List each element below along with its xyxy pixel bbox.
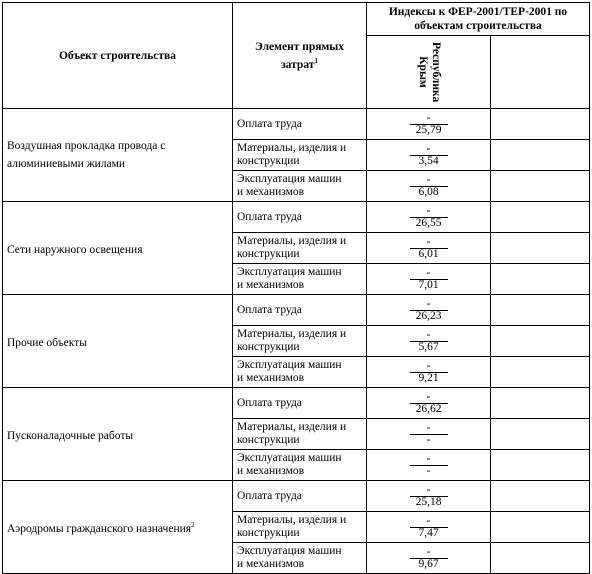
index-value-bottom: 7,47 bbox=[418, 526, 439, 539]
index-value-top: - bbox=[410, 516, 448, 528]
index-value-bottom: 25,79 bbox=[415, 123, 442, 136]
empty-cell bbox=[491, 202, 590, 233]
cost-element-cell bbox=[233, 388, 367, 419]
index-value-top: - bbox=[410, 392, 448, 404]
cost-element-cell bbox=[233, 357, 367, 388]
object-name-cell bbox=[3, 388, 233, 481]
object-name: Прочие объекты bbox=[7, 336, 87, 349]
index-value bbox=[410, 268, 448, 291]
object-name-cell bbox=[3, 295, 233, 388]
index-value-cell bbox=[367, 450, 491, 481]
index-value-cell bbox=[367, 481, 491, 512]
object-name-cell bbox=[3, 109, 233, 202]
header-empty-cell bbox=[491, 36, 590, 109]
empty-cell bbox=[491, 326, 590, 357]
cost-element-cell bbox=[233, 326, 367, 357]
index-value-bottom: - bbox=[426, 464, 431, 477]
index-value-bottom: 5,67 bbox=[418, 340, 439, 353]
index-value bbox=[410, 330, 448, 353]
table-row bbox=[3, 202, 590, 233]
cost-element-cell bbox=[233, 512, 367, 543]
table-row bbox=[3, 388, 590, 419]
index-value bbox=[410, 516, 448, 539]
cost-element-cell bbox=[233, 481, 367, 512]
index-value bbox=[410, 485, 448, 508]
index-value-top: - bbox=[410, 423, 448, 435]
table-row bbox=[3, 109, 590, 140]
index-value-top: - bbox=[410, 485, 448, 497]
cost-element-cell bbox=[233, 295, 367, 326]
cost-element-cell bbox=[233, 543, 367, 574]
index-value-cell bbox=[367, 512, 491, 543]
cost-element: Материалы, изделия и конструкции bbox=[237, 142, 347, 167]
object-footnote: 2 bbox=[191, 521, 195, 530]
index-value-bottom: 6,01 bbox=[418, 247, 439, 260]
index-value bbox=[410, 113, 448, 136]
index-value-cell bbox=[367, 388, 491, 419]
index-value-cell bbox=[367, 109, 491, 140]
empty-cell bbox=[491, 419, 590, 450]
empty-cell bbox=[491, 140, 590, 171]
empty-cell bbox=[491, 233, 590, 264]
cost-element-cell bbox=[233, 450, 367, 481]
empty-cell bbox=[491, 357, 590, 388]
header-element-label: Элемент прямых затрат$^1$ bbox=[254, 40, 345, 71]
index-value bbox=[410, 144, 448, 167]
index-value bbox=[410, 361, 448, 384]
object-name: Пусконаладочные работы bbox=[7, 429, 134, 442]
index-value bbox=[410, 547, 448, 570]
index-value-cell bbox=[367, 171, 491, 202]
index-value-top: - bbox=[410, 268, 448, 280]
empty-cell bbox=[491, 295, 590, 326]
index-value bbox=[410, 175, 448, 198]
empty-cell bbox=[491, 171, 590, 202]
index-value-bottom: 26,55 bbox=[415, 216, 442, 229]
index-value-top: - bbox=[410, 454, 448, 466]
index-value-top: - bbox=[410, 299, 448, 311]
cost-element: Материалы, изделия и конструкции bbox=[237, 235, 347, 260]
index-value-cell bbox=[367, 202, 491, 233]
cost-element: Эксплуатация машин и механизмов bbox=[237, 266, 342, 291]
empty-cell bbox=[491, 512, 590, 543]
index-table bbox=[2, 2, 590, 574]
cost-element-cell bbox=[233, 140, 367, 171]
object-name: Аэродромы гражданского назначения bbox=[7, 522, 192, 535]
index-value-cell bbox=[367, 140, 491, 171]
index-value-top: - bbox=[410, 237, 448, 249]
empty-cell bbox=[491, 109, 590, 140]
index-value-cell bbox=[367, 295, 491, 326]
cost-element-cell bbox=[233, 233, 367, 264]
cost-element: Материалы, изделия и конструкции bbox=[237, 421, 347, 446]
index-value-cell bbox=[367, 326, 491, 357]
empty-cell bbox=[491, 543, 590, 574]
cost-element: Оплата труда bbox=[237, 396, 302, 409]
empty-cell bbox=[491, 264, 590, 295]
index-value-bottom: 26,62 bbox=[415, 402, 442, 415]
index-value-bottom: 9,67 bbox=[418, 557, 439, 570]
index-value-cell bbox=[367, 264, 491, 295]
index-value-top: - bbox=[410, 113, 448, 125]
index-value-cell bbox=[367, 543, 491, 574]
cost-element: Оплата труда bbox=[237, 489, 302, 502]
header-element bbox=[233, 3, 367, 109]
object-name-cell bbox=[3, 481, 233, 574]
index-value-cell bbox=[367, 357, 491, 388]
cost-element: Материалы, изделия и конструкции bbox=[237, 514, 347, 539]
index-value bbox=[410, 454, 448, 477]
cost-element-cell bbox=[233, 109, 367, 140]
index-value-top: - bbox=[410, 547, 448, 559]
index-value-top: - bbox=[410, 175, 448, 187]
index-value-bottom: - bbox=[426, 433, 431, 446]
header-region bbox=[367, 36, 491, 109]
header-element-footnote: 1 bbox=[314, 56, 318, 65]
cost-element: Оплата труда bbox=[237, 117, 302, 130]
cost-element: Материалы, изделия и конструкции bbox=[237, 328, 347, 353]
header-index-label: Индексы к ФЕР-2001/ТЕР-2001 по объектам строительства bbox=[388, 6, 568, 32]
cost-element: Эксплуатация машин и механизмов bbox=[237, 359, 342, 384]
cost-element-cell bbox=[233, 264, 367, 295]
cost-element: Оплата труда bbox=[237, 210, 302, 223]
index-value-top: - bbox=[410, 361, 448, 373]
table-row bbox=[3, 481, 590, 512]
index-value-bottom: 26,23 bbox=[415, 309, 442, 322]
header-region-label: Республика Крым bbox=[416, 42, 442, 103]
cost-element-cell bbox=[233, 202, 367, 233]
empty-cell bbox=[491, 388, 590, 419]
index-value bbox=[410, 423, 448, 446]
index-value-bottom: 9,21 bbox=[418, 371, 439, 384]
cost-element: Эксплуатация машин и механизмов bbox=[237, 452, 342, 477]
table-body bbox=[3, 109, 590, 574]
index-value-bottom: 3,54 bbox=[418, 154, 439, 167]
header-object bbox=[3, 3, 233, 109]
object-name: Сети наружного освещения bbox=[7, 243, 143, 256]
object-name: Воздушная прокладка провода с алюминиевыми жилами bbox=[7, 140, 166, 170]
cost-element: Оплата труда bbox=[237, 303, 302, 316]
index-value bbox=[410, 206, 448, 229]
index-value-top: - bbox=[410, 330, 448, 342]
index-value bbox=[410, 392, 448, 415]
index-value-bottom: 6,08 bbox=[418, 185, 439, 198]
object-name-cell bbox=[3, 202, 233, 295]
index-value-bottom: 7,01 bbox=[418, 278, 439, 291]
cost-element: Эксплуатация машин и механизмов bbox=[237, 173, 342, 198]
index-value bbox=[410, 237, 448, 260]
index-value-cell bbox=[367, 233, 491, 264]
header-index bbox=[367, 3, 590, 36]
cost-element-cell bbox=[233, 419, 367, 450]
cost-element: Эксплуатация машин и механизмов bbox=[237, 545, 342, 570]
cost-element-cell bbox=[233, 171, 367, 202]
empty-cell bbox=[491, 481, 590, 512]
table-row bbox=[3, 295, 590, 326]
index-value-cell bbox=[367, 419, 491, 450]
index-value-bottom: 25,18 bbox=[415, 495, 442, 508]
index-value-top: - bbox=[410, 144, 448, 156]
index-value bbox=[410, 299, 448, 322]
empty-cell bbox=[491, 450, 590, 481]
header-object-label: Объект строительства bbox=[58, 49, 177, 62]
index-value-top: - bbox=[410, 206, 448, 218]
